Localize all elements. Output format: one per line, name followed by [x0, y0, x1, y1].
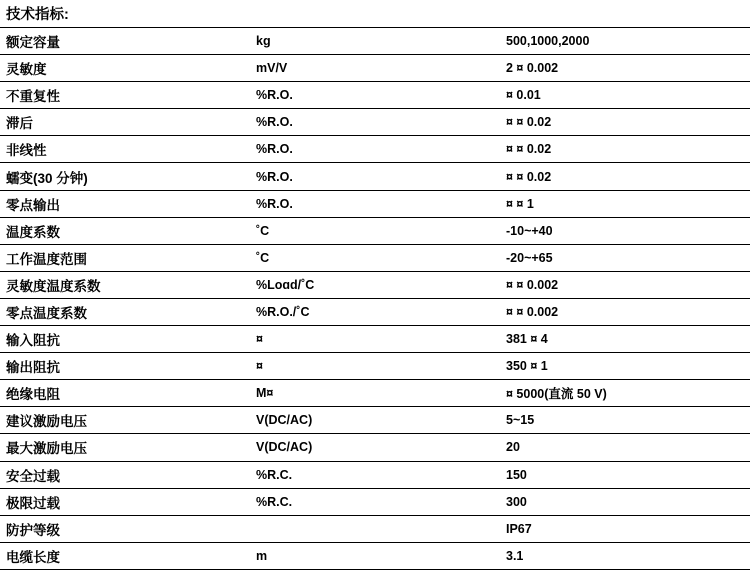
- spec-value: 150: [500, 461, 750, 488]
- spec-unit: ˚C: [250, 244, 500, 271]
- spec-unit: %Loɑd/˚C: [250, 271, 500, 298]
- spec-unit: %R.O.: [250, 82, 500, 109]
- spec-value: -20~+65: [500, 244, 750, 271]
- spec-parameter-name: 零点温度系数: [0, 298, 250, 325]
- spec-value: 5~15: [500, 407, 750, 434]
- spec-value: ¤ ¤ 1: [500, 190, 750, 217]
- spec-value: ¤ ¤ 0.02: [500, 163, 750, 190]
- spec-value: ¤ ¤ 0.02: [500, 136, 750, 163]
- spec-parameter-name: 建议激励电压: [0, 407, 250, 434]
- spec-value: ¤ 0.01: [500, 82, 750, 109]
- spec-value: 2 ¤ 0.002: [500, 55, 750, 82]
- spec-unit: M¤: [250, 380, 500, 407]
- spec-parameter-name: 零点输出: [0, 190, 250, 217]
- table-row: [0, 434, 750, 461]
- spec-value: 500,1000,2000: [500, 28, 750, 55]
- spec-value: 300: [500, 488, 750, 515]
- spec-unit: V(DC/AC): [250, 407, 500, 434]
- spec-parameter-name: 电缆长度: [0, 542, 250, 569]
- table-row: [0, 380, 750, 407]
- table-title-row: [0, 0, 750, 28]
- table-row: [0, 461, 750, 488]
- spec-value: 3.1: [500, 542, 750, 569]
- table-row: [0, 190, 750, 217]
- spec-parameter-name: 灵敏度: [0, 55, 250, 82]
- spec-parameter-name: 绝缘电阻: [0, 380, 250, 407]
- table-row: [0, 271, 750, 298]
- spec-value: IP67: [500, 515, 750, 542]
- spec-parameter-name: 额定容量: [0, 28, 250, 55]
- table-row: [0, 326, 750, 353]
- spec-value: 350 ¤ 1: [500, 353, 750, 380]
- table-row: [0, 244, 750, 271]
- spec-value: ¤ ¤ 0.02: [500, 109, 750, 136]
- table-row: [0, 82, 750, 109]
- spec-parameter-name: 输出阻抗: [0, 353, 250, 380]
- spec-value: ¤ 5000(直流 50 V): [500, 380, 750, 407]
- spec-parameter-name: 灵敏度温度系数: [0, 271, 250, 298]
- table-row: [0, 55, 750, 82]
- spec-parameter-name: 温度系数: [0, 217, 250, 244]
- table-row: [0, 298, 750, 325]
- spec-parameter-name: 极限过载: [0, 488, 250, 515]
- table-row: [0, 163, 750, 190]
- spec-parameter-name: 防护等级: [0, 515, 250, 542]
- spec-unit: mV/V: [250, 55, 500, 82]
- spec-unit: V(DC/AC): [250, 434, 500, 461]
- spec-unit: %R.O./˚C: [250, 298, 500, 325]
- page-title: 技术指标:: [0, 0, 750, 28]
- spec-parameter-name: 最大激励电压: [0, 434, 250, 461]
- table-row: [0, 488, 750, 515]
- spec-unit: %R.C.: [250, 488, 500, 515]
- spec-unit: %R.O.: [250, 163, 500, 190]
- spec-value: 381 ¤ 4: [500, 326, 750, 353]
- spec-unit: %R.O.: [250, 109, 500, 136]
- spec-value: ¤ ¤ 0.002: [500, 298, 750, 325]
- table-row: [0, 136, 750, 163]
- table-row: [0, 109, 750, 136]
- spec-unit: ¤: [250, 353, 500, 380]
- spec-parameter-name: 蠕变(30 分钟): [0, 163, 250, 190]
- spec-unit: %R.O.: [250, 190, 500, 217]
- spec-unit: m: [250, 542, 500, 569]
- table-row: [0, 28, 750, 55]
- spec-unit: %R.O.: [250, 136, 500, 163]
- spec-parameter-name: 输入阻抗: [0, 326, 250, 353]
- table-row: [0, 407, 750, 434]
- spec-unit: ¤: [250, 326, 500, 353]
- spec-parameter-name: 滞后: [0, 109, 250, 136]
- spec-unit: %R.C.: [250, 461, 500, 488]
- spec-value: ¤ ¤ 0.002: [500, 271, 750, 298]
- spec-value: 20: [500, 434, 750, 461]
- spec-parameter-name: 工作温度范围: [0, 244, 250, 271]
- spec-unit: ˚C: [250, 217, 500, 244]
- spec-unit: kg: [250, 28, 500, 55]
- spec-parameter-name: 安全过载: [0, 461, 250, 488]
- spec-parameter-name: 不重复性: [0, 82, 250, 109]
- table-row: [0, 353, 750, 380]
- table-row: [0, 217, 750, 244]
- spec-value: -10~+40: [500, 217, 750, 244]
- table-row: [0, 542, 750, 569]
- spec-parameter-name: 非线性: [0, 136, 250, 163]
